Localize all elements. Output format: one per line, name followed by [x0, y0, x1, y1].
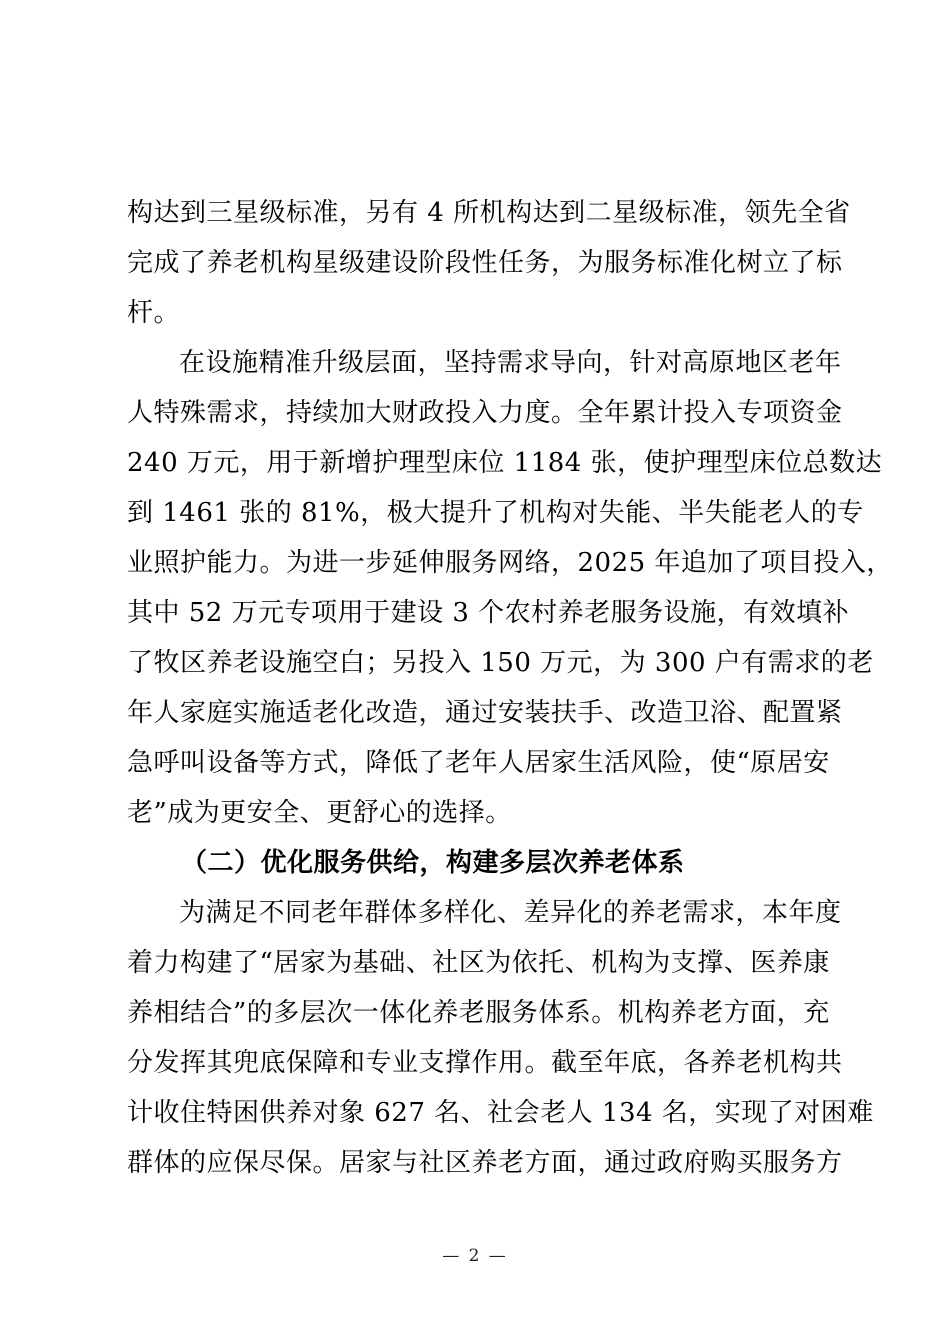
- section-heading: （二）优化服务供给，构建多层次养老体系: [181, 848, 685, 878]
- text-line: 完成了养老机构星级建设阶段性任务，为服务标准化树立了标: [127, 248, 843, 278]
- text-line: 养相结合”的多层次一体化养老服务体系。机构养老方面，充: [127, 998, 830, 1028]
- paragraph-start-line: 在设施精准升级层面，坚持需求导向，针对高原地区老年: [179, 348, 842, 378]
- text-line: 杆。: [127, 298, 181, 328]
- text-line: 人特殊需求，持续加大财政投入力度。全年累计投入专项资金: [127, 398, 843, 428]
- text-line: 分发挥其兜底保障和专业支撑作用。截至年底，各养老机构共: [127, 1048, 843, 1078]
- text-line: 老”成为更安全、更舒心的选择。: [127, 798, 512, 828]
- text-line: 着力构建了“居家为基础、社区为依托、机构为支撑、医养康: [127, 948, 830, 978]
- page-number: — 2 —: [442, 1246, 508, 1266]
- text-line: 年人家庭实施适老化改造，通过安装扶手、改造卫浴、配置紧: [127, 698, 843, 728]
- text-line: 构达到三星级标准，另有 4 所机构达到二星级标准，领先全省: [127, 198, 851, 228]
- paragraph-start-line: 为满足不同老年群体多样化、差异化的养老需求，本年度: [179, 898, 842, 928]
- text-line: 业照护能力。为进一步延伸服务网络，2025 年追加了项目投入，: [127, 548, 893, 578]
- text-line: 了牧区养老设施空白；另投入 150 万元，为 300 户有需求的老: [127, 648, 874, 678]
- text-line: 群体的应保尽保。居家与社区养老方面，通过政府购买服务方: [127, 1148, 843, 1178]
- text-line: 到 1461 张的 81%，极大提升了机构对失能、半失能老人的专: [127, 498, 864, 528]
- text-line: 急呼叫设备等方式，降低了老年人居家生活风险，使“原居安: [127, 748, 830, 778]
- text-line: 计收住特困供养对象 627 名、社会老人 134 名，实现了对困难: [127, 1098, 874, 1128]
- text-line: 其中 52 万元专项用于建设 3 个农村养老服务设施，有效填补: [127, 598, 850, 628]
- text-line: 240 万元，用于新增护理型床位 1184 张，使护理型床位总数达: [127, 448, 883, 478]
